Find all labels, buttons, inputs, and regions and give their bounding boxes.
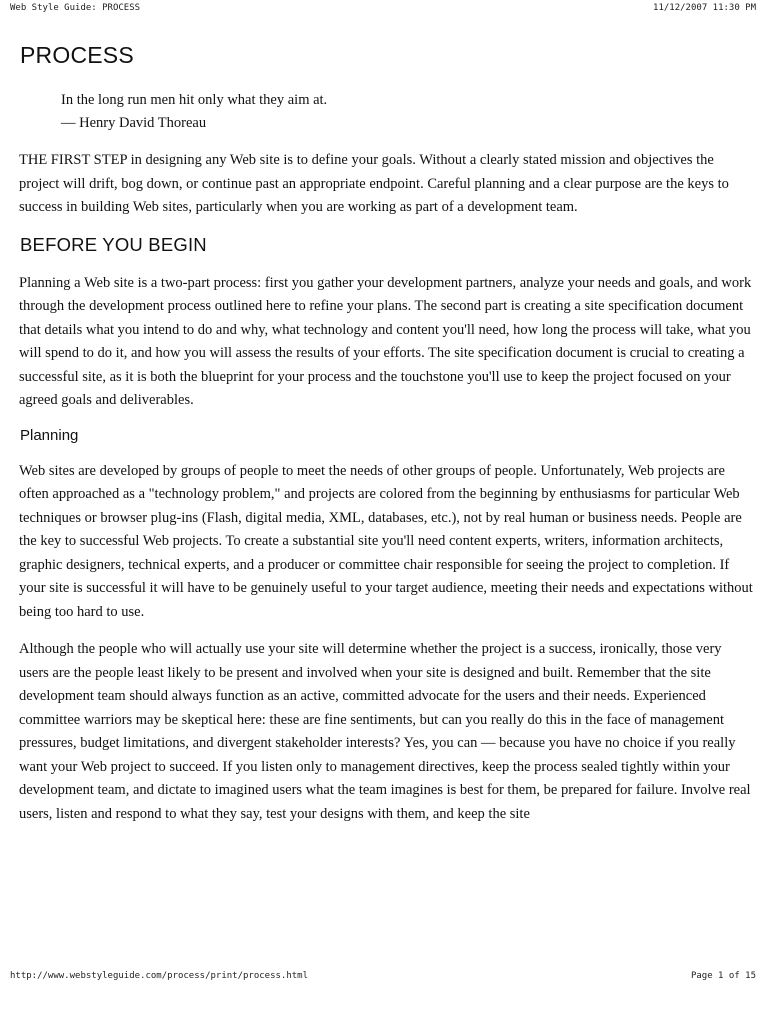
subsection-heading-planning: Planning [20, 426, 79, 444]
before-you-begin-paragraph: Planning a Web site is a two-part process: first you gather your development partners, analyze your needs and goals, and work through the development process outlined here to refine your plans. The second part is creating a site specification document that details what you intend to do and why, what technology and content you'll need, how long the process will take, what you will spend to do it, and how you will assess the results of your efforts. The site specification document is crucial to creating a successful site, as it is both the blueprint for your process and the touchstone you'll use to keep the project focused on your agreed goals and deliverables. [19, 274, 752, 408]
print-footer [10, 971, 756, 981]
planning-paragraph-1: Web sites are developed by groups of people to meet the needs of other groups of people. Unfortunately, Web projects are often approached as a "technology problem," and projects are colored from the beginning by enthusiasms for particular Web techniques or browser plug-ins (Flash, digital media, XML, databases, etc.), not by real human or business needs. People are the key to successful Web projects. To create a substantial site you'll need content experts, writers, information architects, graphic designers, technical experts, and a producer or committee chair responsible for seeing the project to completion. If your site is successful it will have to be genuinely useful to your target audience, meeting their needs and expectations without being too hard to use. [19, 462, 753, 620]
print-header-datetime: 11/12/2007 11:30 PM [653, 3, 756, 13]
section-heading-before-you-begin: BEFORE YOU BEGIN [20, 233, 207, 255]
epigraph-quote: In the long run men hit only what they aim at. [61, 92, 328, 108]
print-footer-url[interactable]: http://www.webstyleguide.com/process/print/process.html [10, 971, 309, 981]
page-title: PROCESS [20, 42, 134, 68]
epigraph [61, 89, 754, 135]
print-header-title: Web Style Guide: PROCESS [10, 3, 141, 13]
print-header [10, 3, 756, 13]
print-footer-page-number: Page 1 of 15 [690, 971, 756, 981]
planning-paragraph-2: Although the people who will actually use your site will determine whether the project is a success, ironically, those very users are the people least likely to be present and involved when your site is designed and built. Remember that the site development team should always function as an active, committed advocate for the users and their needs. Experienced committee warriors may be skeptical here: these are fine sentiments, but can you really do this in the face of management pressures, budget limitations, and divergent stakeholder interests? Yes, you can — because you have no choice if you really want your Web project to succeed. If you listen only to management directives, keep the process sealed tightly within your development team, and dictate to imagined users what the team imagines is best for them, be prepared for failure. Involve real users, listen and respond to what they say, test your designs with them, and keep the site [19, 641, 751, 822]
document-content [19, 42, 754, 840]
intro-paragraph: THE FIRST STEP in designing any Web site is to define your goals. Without a clearly stated mission and objectives the project will drift, bog down, or continue past an appropriate endpoint. Careful planning and a clear purpose are the keys to success in building Web sites, particularly when you are working as part of a development team. [19, 152, 729, 215]
epigraph-attribution: — Henry David Thoreau [61, 115, 207, 131]
